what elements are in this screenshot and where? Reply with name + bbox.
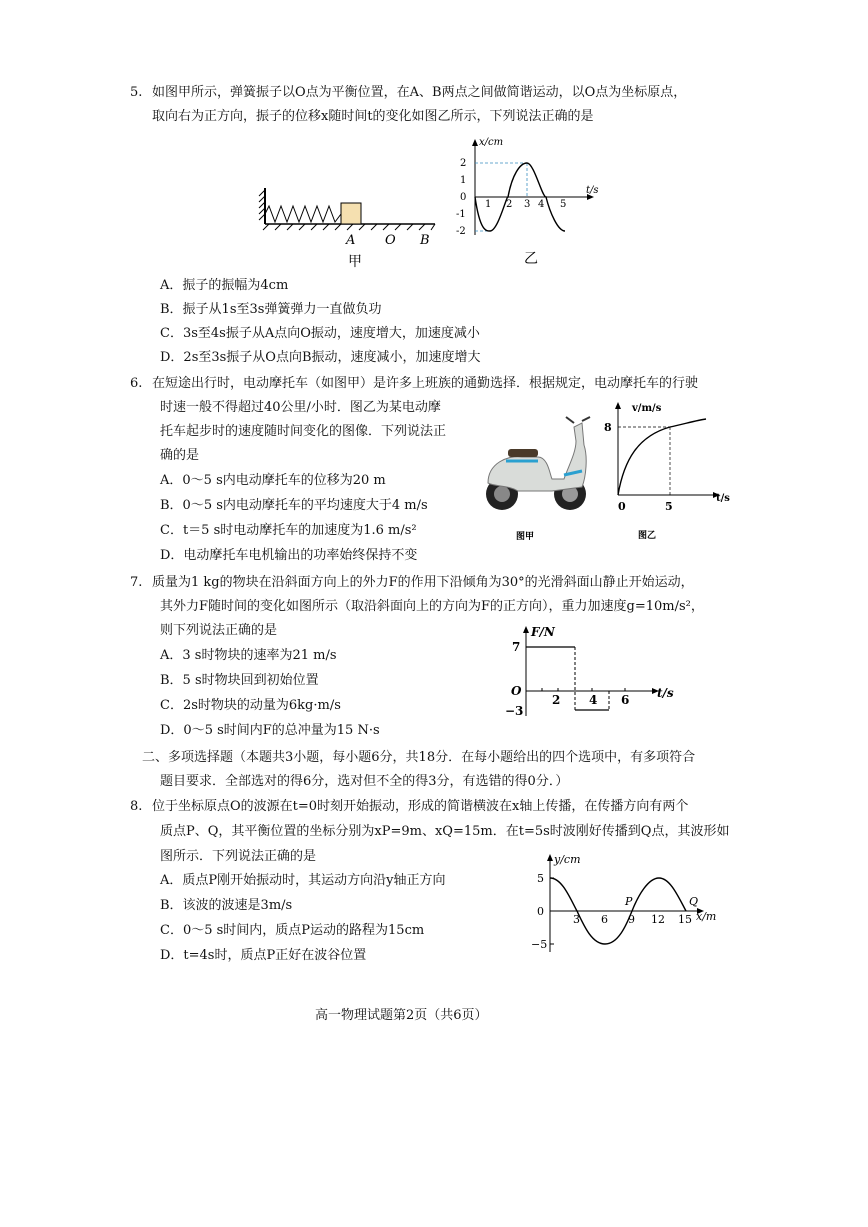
label-O: O <box>385 233 396 248</box>
wave-xtick-9: 9 <box>628 913 635 926</box>
q7-option-b: B．5 s时物块回到初始位置 <box>160 673 319 688</box>
ft-ytick-m3: −3 <box>505 704 524 718</box>
q6-stem-line4: 确的是 <box>160 448 200 463</box>
scooter-illustration <box>478 405 598 545</box>
ft-xtick-6: 6 <box>621 693 630 707</box>
yi-xtick-2: 2 <box>506 199 513 210</box>
q5-figure-yi <box>450 135 610 270</box>
q7-option-d: D．0～5 s时间内F的总冲量为15 N·s <box>160 723 380 738</box>
yi-xtick-4: 4 <box>538 199 545 210</box>
q8-wave-graph <box>528 852 728 956</box>
yi-xtick-1: 1 <box>485 199 492 210</box>
q8-option-c: C．0～5 s时间内，质点P运动的路程为15cm <box>160 923 425 938</box>
block <box>341 203 361 224</box>
yi-xtick-3: 3 <box>524 199 531 210</box>
vt-xtick-0: 0 <box>618 500 626 513</box>
q6-vt-graph <box>598 400 748 545</box>
wave-xtick-15: 15 <box>678 913 692 926</box>
q7-number: 7. <box>130 575 143 590</box>
wave-ytick-0: 0 <box>537 905 544 918</box>
ft-xlabel: t/s <box>657 686 674 700</box>
q5-number: 5. <box>130 85 143 100</box>
vt-xtick-5: 5 <box>665 500 673 513</box>
q6-stem-line1: 在短途出行时，电动摩托车（如图甲）是许多上班族的通勤选择．根据规定，电动摩托车的行驶 <box>152 376 699 391</box>
section-two-line1: 二、多项选择题（本题共3小题，每小题6分，共18分．在每小题给出的四个选项中，有多项符合 <box>142 750 696 765</box>
ft-xtick-4: 4 <box>589 693 598 707</box>
q8-stem-line2: 质点P、Q，其平衡位置的坐标分别为xP=9m、xQ=15m．在t=5s时波刚好传播到Q点，其波形如 <box>160 824 730 839</box>
label-B: B <box>420 233 430 248</box>
wave-xtick-6: 6 <box>601 913 608 926</box>
vt-curve <box>618 419 706 495</box>
q6-number: 6. <box>130 376 143 391</box>
q5-option-c: C．3s至4s振子从A点向O振动，速度增大，加速度减小 <box>160 326 480 341</box>
spring <box>265 206 341 222</box>
vt-ylabel: v/m/s <box>632 403 662 414</box>
yi-ytick-m2: -2 <box>456 226 466 237</box>
q6-option-d: D．电动摩托车电机输出的功率始终保持不变 <box>160 548 418 563</box>
yi-xtick-5: 5 <box>560 199 567 210</box>
yi-ytick-0: 0 <box>460 192 467 203</box>
section-two-line2: 题目要求．全部选对的得6分，选对但不全的得3分，有选错的得0分．） <box>160 774 569 789</box>
vt-ytick-8: 8 <box>604 421 612 434</box>
q5-stem-line2: 取向右为正方向，振子的位移x随时间t的变化如图乙所示，下列说法正确的是 <box>152 109 594 124</box>
q6-option-c: C．t＝5 s时电动摩托车的加速度为1.6 m/s² <box>160 523 417 538</box>
q7-option-c: C．2s时物块的动量为6kg·m/s <box>160 698 341 713</box>
yi-ytick-2: 2 <box>460 158 467 169</box>
wave-point-Q: Q <box>689 895 699 908</box>
q5-option-d: D．2s至3s振子从O点向B振动，速度减小，加速度增大 <box>160 350 481 365</box>
wave-ytick-m5: −5 <box>531 938 548 951</box>
wave-xtick-3: 3 <box>573 913 580 926</box>
q6-option-a: A．0～5 s内电动摩托车的位移为20 m <box>160 473 386 488</box>
yi-ytick-m1: -1 <box>456 209 466 220</box>
wave-ytick-5: 5 <box>537 872 544 885</box>
label-A: A <box>346 233 356 248</box>
caption-tu-jia: 图甲 <box>516 532 535 542</box>
q5-option-a: A．振子的振幅为4cm <box>160 278 289 293</box>
q7-stem-line2: 其外力F随时间的变化如图所示（取沿斜面向上的方向为F的正方向），重力加速度g=10m/s²， <box>160 599 704 614</box>
q7-stem-line1: 质量为1 kg的物块在沿斜面方向上的外力F的作用下沿倾角为30°的光滑斜面山静止开始运动， <box>152 575 694 590</box>
q7-ft-graph <box>505 622 680 722</box>
q5-option-b: B．振子从1s至3s弹簧弹力一直做负功 <box>160 302 382 317</box>
q8-stem-line1: 位于坐标原点O的波源在t=0时刻开始振动，形成的简谐横波在x轴上传播，在传播方向有两个 <box>152 799 689 814</box>
q8-option-a: A．质点P刚开始振动时，其运动方向沿y轴正方向 <box>160 873 446 888</box>
q7-stem-line3: 则下列说法正确的是 <box>160 623 278 638</box>
q6-stem-line2: 时速一般不得超过40公里/小时．图乙为某电动摩 <box>160 400 441 415</box>
ft-ylabel: F/N <box>531 625 555 639</box>
q6-option-b: B．0～5 s内电动摩托车的平均速度大于4 m/s <box>160 498 428 513</box>
yi-ylabel: x/cm <box>479 137 504 148</box>
q8-option-b: B．该波的波速是3m/s <box>160 898 293 913</box>
ft-xtick-2: 2 <box>552 693 561 707</box>
q5-figure-jia <box>255 180 445 270</box>
wave-point-P: P <box>625 895 633 908</box>
vt-xlabel: t/s <box>716 493 730 504</box>
q8-option-d: D．t=4s时，质点P正好在波谷位置 <box>160 948 367 963</box>
q8-number: 8. <box>130 799 143 814</box>
page-footer: 高一物理试题第2页（共6页） <box>315 1008 488 1023</box>
q5-stem-line1: 如图甲所示，弹簧振子以O点为平衡位置，在A、B两点之间做简谐运动，以O点为坐标原点， <box>152 85 687 100</box>
ft-ytick-7: 7 <box>512 640 521 654</box>
yi-xlabel: t/s <box>586 185 599 196</box>
q8-stem-line3: 图所示．下列说法正确的是 <box>160 849 317 864</box>
caption-yi: 乙 <box>524 251 538 267</box>
caption-tu-yi: 图乙 <box>638 531 657 541</box>
yi-ytick-1: 1 <box>460 175 467 186</box>
ft-origin: O <box>511 684 522 698</box>
wave-xlabel: x/m <box>696 910 717 923</box>
q6-stem-line3: 托车起步时的速度随时间变化的图像．下列说法正 <box>160 424 447 439</box>
q7-option-a: A．3 s时物块的速率为21 m/s <box>160 648 337 663</box>
caption-jia: 甲 <box>348 254 362 270</box>
wave-ylabel: y/cm <box>554 853 581 866</box>
wave-xtick-12: 12 <box>651 913 665 926</box>
